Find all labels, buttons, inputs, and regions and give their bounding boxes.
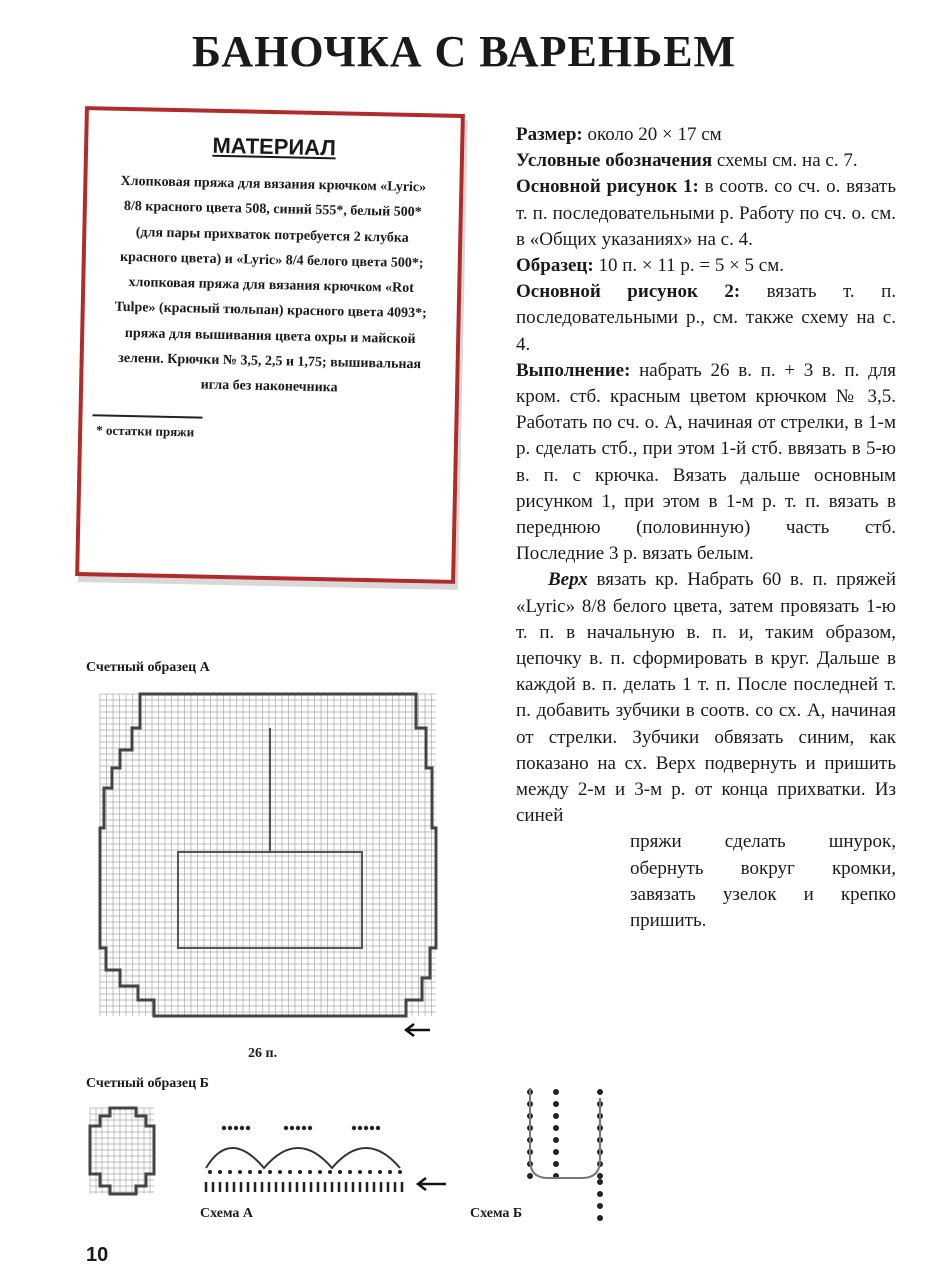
footnote-rule (92, 414, 202, 418)
stitch-dot (364, 1126, 368, 1130)
stitch-dot (597, 1179, 603, 1185)
stitch-dot (240, 1126, 244, 1130)
stitch-dot (370, 1126, 374, 1130)
pattern1-text: в соотв. со сч. о. вязать т. п. последовательными р. Работу по сч. о. см. в «Общих указаниях» на с. 4. (516, 176, 896, 250)
scheme-a-diagram (200, 1112, 460, 1202)
stitch-dot (302, 1126, 306, 1130)
arrow-icon (406, 1024, 430, 1036)
stitch-dot (597, 1191, 603, 1197)
size-text: около 20 × 17 см (582, 124, 722, 145)
instructions-column (516, 122, 896, 934)
stitch-dot (553, 1113, 559, 1119)
scheme-b-cord (530, 1088, 600, 1178)
stitch-dot (527, 1173, 533, 1179)
stitch-dot (296, 1126, 300, 1130)
work-label: Выполнение: (516, 359, 631, 381)
stitch-dot (358, 1170, 362, 1174)
chart-b-caption: Счетный образец Б (86, 1076, 209, 1091)
stitch-dot (358, 1126, 362, 1130)
stitch-dot (338, 1170, 342, 1174)
stitch-dot (597, 1203, 603, 1209)
stitch-dot (228, 1170, 232, 1174)
stitch-dot (234, 1126, 238, 1130)
scheme-b-diagram (516, 1082, 612, 1228)
legend-paragraph (516, 148, 896, 174)
material-text: Хлопковая пряжа для вязания крючком «Lyric» 8/8 красного цвета 508, синий 555*, белый 500* (для пары прихваток потребуется 2 клубка красного цвета) и «Lyric» 8/4 белого цвета 500*; хлопковая пряжа для вязания крючком «Rot Tulpe» (красный тюльпан) красного цвета 4093*; пряжа для вышивания цвета охры и майской зелени. Крючки № 3,5, 2,5 и 1,75; вышивальная игла без наконечника (114, 173, 427, 396)
pattern2-label: Основной рисунок 2: (516, 281, 741, 303)
size-paragraph (516, 122, 896, 148)
material-footnote: * остатки пряжи (96, 422, 195, 440)
pattern2-paragraph (516, 279, 896, 358)
stitch-dot (553, 1089, 559, 1095)
stitch-dot (208, 1170, 212, 1174)
work-paragraph (516, 358, 896, 568)
chart-b-outline (90, 1108, 154, 1194)
stitch-dot (288, 1170, 292, 1174)
stitch-dot (298, 1170, 302, 1174)
gauge-paragraph (516, 253, 896, 279)
pattern1-label: Основной рисунок 1: (516, 176, 699, 198)
gauge-label: Образец: (516, 255, 594, 277)
stitch-dot (228, 1126, 232, 1130)
pattern2-text: вязать т. п. последовательными р., см. также схему на с. 4. (516, 281, 896, 355)
stitch-dot (553, 1125, 559, 1131)
scheme-a-stitches (206, 1126, 402, 1192)
stitch-dot (553, 1137, 559, 1143)
scheme-b-caption: Схема Б (470, 1206, 523, 1221)
legend-text: схемы см. на с. 7. (712, 150, 858, 172)
chart-a-width-label: 26 п. (248, 1046, 278, 1061)
stitch-dot (284, 1126, 288, 1130)
stitch-dot (597, 1173, 603, 1179)
chart-a-caption: Счетный образец А (86, 660, 210, 675)
material-panel (75, 106, 465, 584)
size-label: Размер: (516, 124, 583, 145)
stitch-dot (238, 1170, 242, 1174)
chart-b-diagram (82, 1102, 166, 1202)
arrow-icon (418, 1178, 446, 1190)
page-number: 10 (86, 1244, 109, 1266)
stitch-dot (597, 1215, 603, 1221)
page-title: БАНОЧКА С ВАРЕНЬЕМ (191, 27, 737, 76)
stitch-dot (328, 1170, 332, 1174)
stitch-dot (258, 1170, 262, 1174)
cord-paragraph: пряжи сделать шнурок, обернуть вокруг кромки, завязать узелок и крепко пришить. (630, 831, 896, 932)
stitch-dot (376, 1126, 380, 1130)
stitch-dot (308, 1170, 312, 1174)
scheme-a-scallops (206, 1148, 400, 1168)
material-heading: МАТЕРИАЛ (212, 132, 337, 161)
stitch-dot (222, 1126, 226, 1130)
stitch-dot (308, 1126, 312, 1130)
stitch-dot (218, 1170, 222, 1174)
stitch-dot (352, 1126, 356, 1130)
top-label: Верх (548, 569, 588, 591)
stitch-dot (388, 1170, 392, 1174)
chart-a-inner-frame (178, 852, 362, 948)
scheme-a-caption: Схема А (200, 1206, 254, 1221)
stitch-dot (398, 1170, 402, 1174)
scheme-b-stitches (527, 1089, 603, 1221)
chart-a-diagram (80, 688, 440, 1048)
stitch-dot (248, 1170, 252, 1174)
legend-label: Условные обозначения (516, 150, 713, 172)
stitch-dot (348, 1170, 352, 1174)
stitch-dot (378, 1170, 382, 1174)
stitch-dot (290, 1126, 294, 1130)
stitch-dot (318, 1170, 322, 1174)
work-text: набрать 26 в. п. + 3 в. п. для кром. стб. красным цветом крючком № 3,5. Работать по сч. о. А, начиная от стрелки, в 1-м р. сделать стб., при этом 1-й стб. ввязать в 5-ю в. п. с крючка. Вязать дальше основным рисунком 1, при этом в 1-м р. т. п. вязать в переднюю (половинную) часть стб. Последние 3 р. вязать белым. (516, 359, 896, 565)
stitch-dot (246, 1126, 250, 1130)
stitch-dot (553, 1101, 559, 1107)
chart-a-grid (100, 694, 436, 1016)
top-paragraph (516, 567, 896, 829)
stitch-dot (268, 1170, 272, 1174)
stitch-dot (553, 1149, 559, 1155)
stitch-dot (553, 1161, 559, 1167)
stitch-dot (597, 1089, 603, 1095)
gauge-text: 10 п. × 11 р. = 5 × 5 см. (593, 255, 785, 277)
stitch-dot (368, 1170, 372, 1174)
pattern1-paragraph (516, 174, 896, 253)
top-text: вязать кр. Набрать 60 в. п. пряжей «Lyric» 8/8 белого цвета, затем провязать 1-ю т. п. в начальную в. п. и, таким образом, цепочку в. п. сформировать в круг. Дальше в каждой в. п. делать 1 т. п. После последней т. п. добавить зубчики в соотв. со сх. А, начиная от стрелки. Зубчики обвязать синим, как показано на сх. Верх подвернуть и пришить между 2-м и 3-м р. от конца прихватки. Из синей (516, 569, 896, 827)
stitch-dot (278, 1170, 282, 1174)
